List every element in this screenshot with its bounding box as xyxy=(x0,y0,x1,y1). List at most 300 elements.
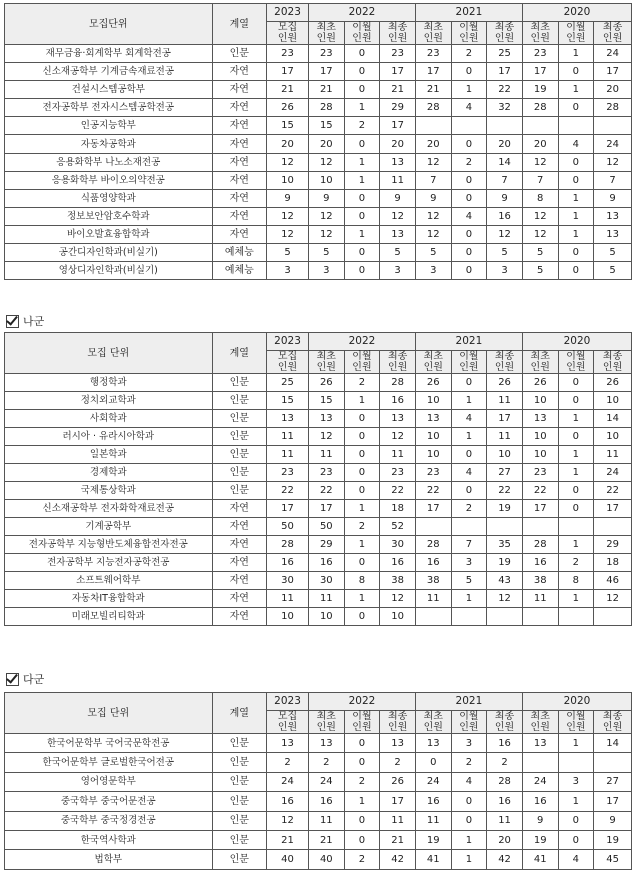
cell-value: 2 xyxy=(267,753,309,772)
header-sub: 이월 인원 xyxy=(344,711,380,734)
header-sub: 최초 인원 xyxy=(522,351,558,374)
cell-value: 17 xyxy=(267,500,309,518)
cell-value: 21 xyxy=(380,81,416,99)
cell-value: 11 xyxy=(380,811,416,830)
header-sub: 이월 인원 xyxy=(344,351,380,374)
cell-unit: 바이오발효융합학과 xyxy=(5,225,213,243)
cell-value: 0 xyxy=(451,189,487,207)
table-row xyxy=(5,225,632,243)
cell-value: 12 xyxy=(415,207,451,225)
table-row xyxy=(5,734,632,753)
cell-field: 자연 xyxy=(212,171,267,189)
cell-value: 42 xyxy=(380,850,416,869)
cell-value: 11 xyxy=(308,590,344,608)
cell-value: 16 xyxy=(380,554,416,572)
cell-field: 인문 xyxy=(212,792,267,811)
cell-value: 15 xyxy=(267,117,309,135)
cell-unit: 영상디자인학과(비실기) xyxy=(5,262,213,280)
cell-value: 11 xyxy=(380,446,416,464)
cell-value: 2 xyxy=(344,850,380,869)
cell-value xyxy=(487,608,523,626)
cell-value: 17 xyxy=(267,63,309,81)
cell-unit: 일본학과 xyxy=(5,446,213,464)
cell-value: 4 xyxy=(451,207,487,225)
cell-value: 10 xyxy=(522,392,558,410)
cell-value: 1 xyxy=(558,225,594,243)
cell-value: 12 xyxy=(380,428,416,446)
cell-unit: 러시아 · 유라시아학과 xyxy=(5,428,213,446)
cell-value: 5 xyxy=(487,244,523,262)
header-field: 계열 xyxy=(212,4,267,45)
cell-value: 15 xyxy=(308,392,344,410)
cell-value: 9 xyxy=(594,189,632,207)
cell-value: 2 xyxy=(344,374,380,392)
cell-value: 11 xyxy=(267,446,309,464)
cell-value: 1 xyxy=(451,81,487,99)
cell-value: 2 xyxy=(308,753,344,772)
cell-value: 11 xyxy=(487,428,523,446)
cell-value: 24 xyxy=(415,772,451,791)
cell-value: 0 xyxy=(344,244,380,262)
cell-field: 자연 xyxy=(212,518,267,536)
cell-value: 8 xyxy=(558,572,594,590)
cell-unit: 정보보안암호수학과 xyxy=(5,207,213,225)
cell-value: 28 xyxy=(308,99,344,117)
cell-value: 21 xyxy=(380,830,416,849)
cell-value: 28 xyxy=(522,99,558,117)
cell-value: 19 xyxy=(522,81,558,99)
cell-unit: 건설시스템공학부 xyxy=(5,81,213,99)
header-sub: 이월 인원 xyxy=(344,22,380,45)
header-sub: 이월 인원 xyxy=(451,711,487,734)
header-sub: 최초 인원 xyxy=(308,351,344,374)
cell-value: 1 xyxy=(451,590,487,608)
cell-value: 23 xyxy=(267,464,309,482)
cell-value: 17 xyxy=(522,63,558,81)
cell-value: 23 xyxy=(380,45,416,63)
cell-value: 14 xyxy=(594,410,632,428)
cell-value: 25 xyxy=(267,374,309,392)
header-year: 2020 xyxy=(522,693,631,711)
cell-unit: 응용화학부 나노소재전공 xyxy=(5,153,213,171)
header-year: 2020 xyxy=(522,333,631,351)
admission-table-2 xyxy=(4,332,632,626)
cell-value: 12 xyxy=(267,225,309,243)
table-row xyxy=(5,850,632,869)
cell-value: 45 xyxy=(594,850,632,869)
cell-value: 26 xyxy=(594,374,632,392)
cell-value: 28 xyxy=(380,374,416,392)
cell-value: 17 xyxy=(380,117,416,135)
table-row xyxy=(5,392,632,410)
cell-value: 1 xyxy=(344,171,380,189)
cell-field: 예체능 xyxy=(212,244,267,262)
cell-value: 17 xyxy=(308,500,344,518)
cell-field: 예체능 xyxy=(212,262,267,280)
cell-value: 17 xyxy=(594,63,632,81)
cell-value: 9 xyxy=(267,189,309,207)
cell-value: 11 xyxy=(415,590,451,608)
cell-value: 20 xyxy=(267,135,309,153)
cell-value: 13 xyxy=(415,410,451,428)
cell-value: 10 xyxy=(415,446,451,464)
cell-unit: 사회학과 xyxy=(5,410,213,428)
cell-value: 32 xyxy=(487,99,523,117)
cell-value: 10 xyxy=(380,608,416,626)
cell-value: 19 xyxy=(415,830,451,849)
cell-value: 2 xyxy=(344,117,380,135)
cell-value: 13 xyxy=(267,410,309,428)
header-year: 2020 xyxy=(522,4,631,22)
cell-value: 12 xyxy=(594,153,632,171)
table-row xyxy=(5,753,632,772)
header-year: 2023 xyxy=(267,333,309,351)
cell-value: 26 xyxy=(267,99,309,117)
cell-value: 28 xyxy=(594,99,632,117)
cell-value: 0 xyxy=(344,554,380,572)
admission-table-1 xyxy=(4,3,632,280)
cell-value: 0 xyxy=(344,410,380,428)
cell-value: 16 xyxy=(522,792,558,811)
cell-value: 0 xyxy=(558,262,594,280)
cell-value: 17 xyxy=(308,63,344,81)
cell-value: 23 xyxy=(522,464,558,482)
table-row xyxy=(5,428,632,446)
table-row xyxy=(5,446,632,464)
cell-value: 10 xyxy=(308,171,344,189)
admission-table-3 xyxy=(4,692,632,870)
cell-value: 16 xyxy=(308,792,344,811)
cell-value: 0 xyxy=(344,262,380,280)
header-sub: 최초 인원 xyxy=(522,711,558,734)
cell-value: 2 xyxy=(380,753,416,772)
cell-unit: 신소재공학부 전자화학재료전공 xyxy=(5,500,213,518)
header-sub: 최종 인원 xyxy=(594,351,632,374)
cell-value: 41 xyxy=(415,850,451,869)
section-title: 나군 xyxy=(23,315,45,328)
cell-field: 자연 xyxy=(212,572,267,590)
cell-unit: 한국어문학부 글로벌한국어전공 xyxy=(5,753,213,772)
cell-value: 9 xyxy=(522,811,558,830)
cell-value: 2 xyxy=(451,45,487,63)
cell-value: 1 xyxy=(558,81,594,99)
cell-value: 0 xyxy=(558,153,594,171)
cell-field: 자연 xyxy=(212,590,267,608)
cell-value: 17 xyxy=(380,792,416,811)
header-field: 계열 xyxy=(212,693,267,734)
cell-value: 0 xyxy=(451,792,487,811)
cell-value: 10 xyxy=(522,428,558,446)
cell-value: 0 xyxy=(451,63,487,81)
cell-value: 35 xyxy=(487,536,523,554)
cell-unit: 재무금융·회계학부 회계학전공 xyxy=(5,45,213,63)
table-row xyxy=(5,153,632,171)
header-sub: 최초 인원 xyxy=(415,351,451,374)
cell-value: 11 xyxy=(594,446,632,464)
cell-value: 12 xyxy=(267,811,309,830)
cell-value: 0 xyxy=(344,446,380,464)
cell-value: 1 xyxy=(558,792,594,811)
cell-value: 1 xyxy=(558,464,594,482)
cell-value: 24 xyxy=(308,772,344,791)
header-year: 2023 xyxy=(267,4,309,22)
cell-value: 16 xyxy=(487,207,523,225)
cell-value: 11 xyxy=(267,428,309,446)
table-row xyxy=(5,482,632,500)
cell-value: 16 xyxy=(415,792,451,811)
cell-unit: 자동차IT융합학과 xyxy=(5,590,213,608)
cell-field: 자연 xyxy=(212,554,267,572)
cell-value: 0 xyxy=(558,63,594,81)
cell-value: 10 xyxy=(522,446,558,464)
cell-value: 12 xyxy=(415,153,451,171)
cell-field: 인문 xyxy=(212,428,267,446)
cell-field: 인문 xyxy=(212,850,267,869)
cell-value: 11 xyxy=(267,590,309,608)
cell-value: 2 xyxy=(451,753,487,772)
cell-unit: 응용화학부 바이오의약전공 xyxy=(5,171,213,189)
table-row xyxy=(5,554,632,572)
header-field: 계열 xyxy=(212,333,267,374)
cell-value: 9 xyxy=(308,189,344,207)
cell-value: 0 xyxy=(344,428,380,446)
cell-unit: 중국학부 중국정경전공 xyxy=(5,811,213,830)
cell-value: 41 xyxy=(522,850,558,869)
cell-value: 0 xyxy=(558,482,594,500)
header-sub: 최초 인원 xyxy=(308,711,344,734)
cell-value: 20 xyxy=(308,135,344,153)
cell-value: 16 xyxy=(487,734,523,753)
cell-value: 28 xyxy=(522,536,558,554)
cell-value: 19 xyxy=(594,830,632,849)
table-row xyxy=(5,518,632,536)
cell-value: 5 xyxy=(522,262,558,280)
cell-value: 11 xyxy=(415,811,451,830)
cell-value: 0 xyxy=(558,374,594,392)
cell-value: 3 xyxy=(267,262,309,280)
cell-value: 9 xyxy=(594,811,632,830)
cell-value: 12 xyxy=(380,590,416,608)
cell-value: 12 xyxy=(522,153,558,171)
cell-value: 28 xyxy=(415,99,451,117)
cell-field: 인문 xyxy=(212,446,267,464)
cell-field: 인문 xyxy=(212,392,267,410)
header-sub: 최종 인원 xyxy=(380,351,416,374)
cell-value: 11 xyxy=(380,171,416,189)
cell-value: 10 xyxy=(267,608,309,626)
cell-value: 12 xyxy=(522,207,558,225)
table-row xyxy=(5,410,632,428)
cell-value xyxy=(415,117,451,135)
cell-value: 50 xyxy=(267,518,309,536)
cell-field: 자연 xyxy=(212,536,267,554)
cell-field: 인문 xyxy=(212,753,267,772)
cell-value: 5 xyxy=(380,244,416,262)
cell-value: 1 xyxy=(558,734,594,753)
cell-field: 자연 xyxy=(212,117,267,135)
header-year: 2021 xyxy=(415,693,522,711)
header-sub: 모집 인원 xyxy=(267,351,309,374)
cell-value: 17 xyxy=(487,63,523,81)
cell-unit: 전자공학부 전자시스템공학전공 xyxy=(5,99,213,117)
cell-value: 15 xyxy=(267,392,309,410)
cell-value xyxy=(415,608,451,626)
cell-value: 0 xyxy=(451,262,487,280)
cell-value: 24 xyxy=(522,772,558,791)
cell-value: 1 xyxy=(344,99,380,117)
cell-value: 3 xyxy=(415,262,451,280)
cell-value: 5 xyxy=(594,262,632,280)
table-row xyxy=(5,117,632,135)
cell-value: 18 xyxy=(380,500,416,518)
cell-value: 12 xyxy=(308,428,344,446)
table-row xyxy=(5,244,632,262)
cell-value: 21 xyxy=(308,830,344,849)
cell-value: 0 xyxy=(344,135,380,153)
header-year: 2022 xyxy=(308,693,415,711)
cell-value: 28 xyxy=(267,536,309,554)
cell-value: 17 xyxy=(415,500,451,518)
cell-value: 26 xyxy=(380,772,416,791)
cell-value: 28 xyxy=(415,536,451,554)
table-row xyxy=(5,572,632,590)
cell-field: 자연 xyxy=(212,207,267,225)
cell-unit: 신소재공학부 기계금속재료전공 xyxy=(5,63,213,81)
cell-value: 1 xyxy=(344,536,380,554)
cell-unit: 중국학부 중국어문전공 xyxy=(5,792,213,811)
cell-field: 인문 xyxy=(212,374,267,392)
cell-unit: 행정학과 xyxy=(5,374,213,392)
cell-value: 22 xyxy=(594,482,632,500)
cell-value: 0 xyxy=(558,830,594,849)
cell-value: 10 xyxy=(415,428,451,446)
cell-value: 13 xyxy=(380,734,416,753)
cell-value: 11 xyxy=(487,392,523,410)
cell-value: 3 xyxy=(558,772,594,791)
cell-field: 자연 xyxy=(212,135,267,153)
cell-value: 1 xyxy=(558,590,594,608)
cell-value: 28 xyxy=(487,772,523,791)
header-sub: 최종 인원 xyxy=(380,711,416,734)
cell-value: 26 xyxy=(415,374,451,392)
section-title: 다군 xyxy=(23,673,45,686)
cell-value: 24 xyxy=(594,464,632,482)
cell-value: 20 xyxy=(594,81,632,99)
cell-unit: 인공지능학부 xyxy=(5,117,213,135)
header-sub: 최초 인원 xyxy=(522,22,558,45)
header-sub: 최종 인원 xyxy=(380,22,416,45)
cell-value: 46 xyxy=(594,572,632,590)
cell-value: 16 xyxy=(415,554,451,572)
cell-value: 3 xyxy=(308,262,344,280)
cell-value: 1 xyxy=(451,850,487,869)
cell-value: 1 xyxy=(451,428,487,446)
header-unit: 모집단위 xyxy=(5,4,213,45)
cell-value: 1 xyxy=(558,446,594,464)
cell-value xyxy=(451,518,487,536)
table-row xyxy=(5,772,632,791)
cell-value: 12 xyxy=(415,225,451,243)
cell-value: 13 xyxy=(522,410,558,428)
cell-value: 24 xyxy=(267,772,309,791)
cell-value: 23 xyxy=(308,45,344,63)
cell-value: 0 xyxy=(451,135,487,153)
cell-unit: 국제통상학과 xyxy=(5,482,213,500)
cell-value: 20 xyxy=(487,135,523,153)
cell-unit: 전자공학부 지능형반도체융합전자전공 xyxy=(5,536,213,554)
cell-value: 4 xyxy=(558,135,594,153)
cell-value: 16 xyxy=(308,554,344,572)
cell-value: 0 xyxy=(558,392,594,410)
cell-value: 27 xyxy=(487,464,523,482)
cell-value: 23 xyxy=(267,45,309,63)
cell-value xyxy=(522,753,558,772)
cell-value: 21 xyxy=(267,830,309,849)
cell-value: 5 xyxy=(594,244,632,262)
cell-value: 38 xyxy=(415,572,451,590)
cell-value: 1 xyxy=(344,792,380,811)
cell-value: 38 xyxy=(380,572,416,590)
header-sub: 최초 인원 xyxy=(308,22,344,45)
cell-value: 29 xyxy=(380,99,416,117)
cell-value: 10 xyxy=(308,608,344,626)
cell-value: 20 xyxy=(522,135,558,153)
cell-value: 5 xyxy=(451,572,487,590)
checkbox-icon xyxy=(6,673,19,686)
cell-field: 인문 xyxy=(212,734,267,753)
cell-value: 21 xyxy=(308,81,344,99)
cell-value: 11 xyxy=(487,811,523,830)
cell-value: 0 xyxy=(558,244,594,262)
cell-unit: 전자공학부 지능전자공학전공 xyxy=(5,554,213,572)
cell-value: 12 xyxy=(522,225,558,243)
cell-field: 자연 xyxy=(212,81,267,99)
cell-value: 4 xyxy=(451,410,487,428)
cell-field: 자연 xyxy=(212,189,267,207)
cell-field: 자연 xyxy=(212,500,267,518)
cell-value xyxy=(594,117,632,135)
cell-value: 10 xyxy=(267,171,309,189)
cell-value: 0 xyxy=(558,428,594,446)
table-row xyxy=(5,45,632,63)
table-row xyxy=(5,500,632,518)
header-sub: 최초 인원 xyxy=(415,711,451,734)
cell-value: 7 xyxy=(487,171,523,189)
cell-value: 7 xyxy=(594,171,632,189)
cell-value: 0 xyxy=(344,734,380,753)
cell-value: 22 xyxy=(522,482,558,500)
table-row xyxy=(5,536,632,554)
cell-value: 13 xyxy=(380,410,416,428)
cell-value: 0 xyxy=(344,608,380,626)
cell-value: 50 xyxy=(308,518,344,536)
cell-value: 0 xyxy=(344,482,380,500)
cell-value: 1 xyxy=(344,225,380,243)
cell-value xyxy=(487,117,523,135)
section-heading xyxy=(6,313,44,329)
cell-value: 9 xyxy=(487,189,523,207)
cell-value: 1 xyxy=(344,590,380,608)
cell-value: 30 xyxy=(308,572,344,590)
cell-field: 인문 xyxy=(212,464,267,482)
table-row xyxy=(5,792,632,811)
table-row xyxy=(5,171,632,189)
cell-value xyxy=(558,518,594,536)
cell-value: 0 xyxy=(451,482,487,500)
cell-value: 52 xyxy=(380,518,416,536)
cell-value: 13 xyxy=(267,734,309,753)
cell-value: 19 xyxy=(522,830,558,849)
